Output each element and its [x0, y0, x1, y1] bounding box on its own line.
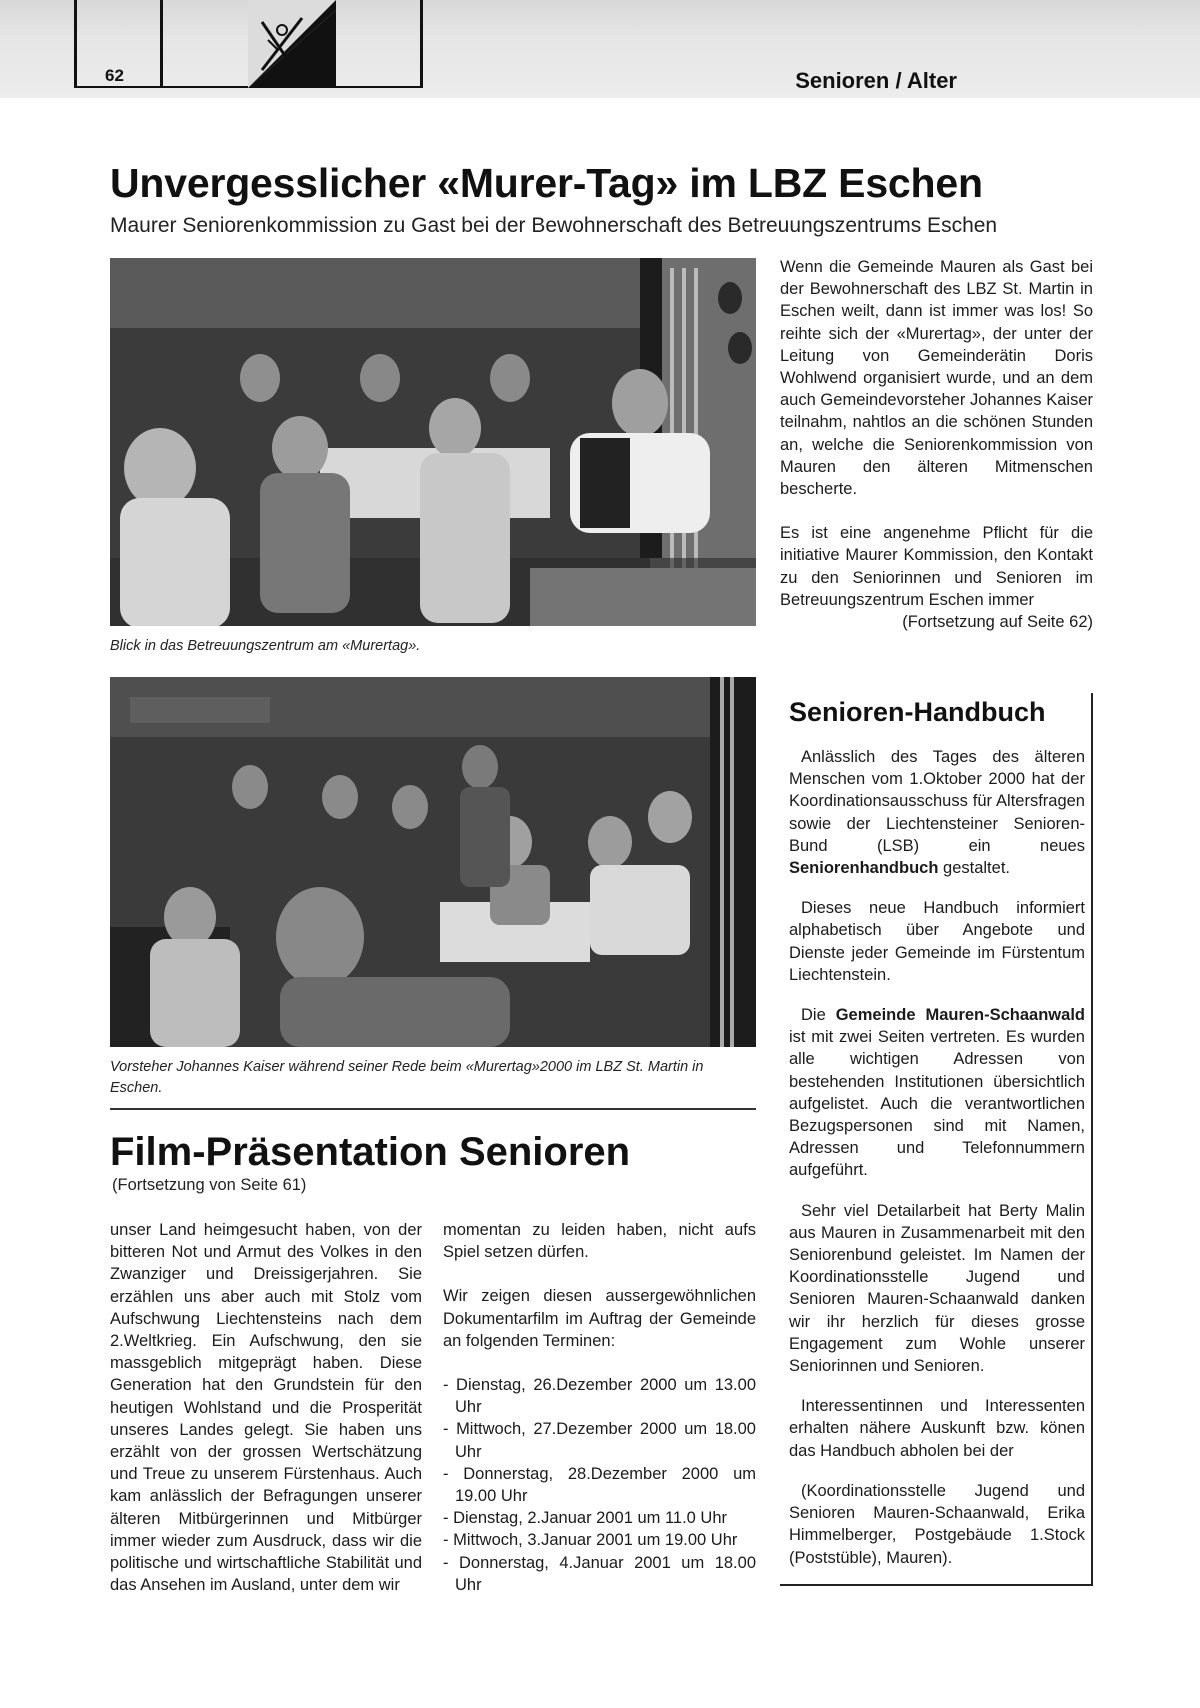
film-title: Film-Präsentation Senioren — [110, 1130, 631, 1174]
article-body — [780, 256, 1093, 633]
sidebar-body — [789, 746, 1085, 1587]
schedule-item: - Mittwoch, 27.Dezember 2000 um 18.00 Uhr — [443, 1420, 756, 1461]
sidebar-paragraph: Dieses neue Handbuch informiert alphabetisch über Angebote und Dienste jeder Gemeinde im Fürstentum Liechtenstein. — [789, 899, 1085, 984]
sidebar-paragraph: Sehr viel Detailarbeit hat Berty Malin aus Mauren in Zusammenarbeit mit den Seniorenbund geleistet. Im Namen der Koordinationsstelle Jugend und Senioren Mauren-Schaanwald danken wir ihr herzlich für dieses grosse Engagement zum Wohle unserer Seniorinnen und Senioren. — [789, 1201, 1085, 1376]
sidebar-bold-text: Seniorenhandbuch — [789, 859, 939, 878]
schedule-item: - Dienstag, 26.Dezember 2000 um 13.00 Uhr — [443, 1376, 756, 1417]
article-title: Unvergesslicher «Murer-Tag» im LBZ Eschen — [110, 160, 983, 206]
sidebar-text: Die — [801, 1006, 826, 1025]
sidebar-text: gestaltet. — [943, 859, 1010, 878]
section-divider — [110, 1108, 756, 1110]
film-column-1 — [110, 1219, 422, 1596]
film-paragraph: Wir zeigen diesen aussergewöhnlichen Dokumentarfilm im Auftrag der Gemeinde an folgenden Terminen: — [443, 1287, 756, 1350]
film-column-2 — [443, 1219, 756, 1596]
film-paragraph: momentan zu leiden haben, nicht aufs Spiel setzen dürfen. — [443, 1221, 756, 1262]
sidebar-title: Senioren-Handbuch — [789, 697, 1046, 727]
article-paragraph: Wenn die Gemeinde Mauren als Gast bei der Bewohnerschaft des LBZ St. Martin in Eschen weilt, dann ist immer was los! So reihte sich der «Murertag», der unter der Leitung von Gemeinderätin Doris Wohlwend organisiert wurde, und an dem auch Gemeindevorsteher Johannes Kaiser teilnahm, nahtlos an die schönen Stunden an, welche die Seniorenkommission von Mauren den älteren Mitmenschen bescherte. — [780, 258, 1093, 499]
schedule-item: - Dienstag, 2.Januar 2001 um 11.0 Uhr — [443, 1509, 728, 1528]
header-band — [0, 0, 1200, 98]
sidebar-paragraph — [789, 1004, 1085, 1182]
screening-schedule — [443, 1374, 756, 1596]
header-divider — [74, 0, 77, 88]
film-paragraph: unser Land heimgesucht haben, von der bitteren Not und Armut des Volkes in den Zwanziger und Dreissigerjahren. Sie erzählen uns aber auch mit Stolz vom Aufschwung Liechtensteins nach dem 2.Weltkrieg. Ein Aufschwung, den sie massgeblich mitgeprägt haben. Diese Generation hat den Grundstein für den heutigen Wohlstand und die Prosperität unseres Landes gelegt. Sie haben uns erzählt von der grossen Wertschätzung und Treue zu unserem Fürstenhaus. Auch kam anlässlich der Befragungen unserer älteren Mitbürgerinnen und Mitbürger immer wieder zum Ausdruck, dass wir die politische und wirtschaftliche Stabilität und das Ansehen im Ausland, unter dem wir — [110, 1221, 422, 1595]
header-divider — [160, 0, 163, 88]
sidebar-text: Anlässlich des Tages des älteren Menschen vom 1.Oktober 2000 hat der Koordinationsausschuss für Altersfragen sowie der Liechtensteiner Senioren- Bund (LSB) ein neues — [789, 748, 1085, 855]
photo-speech — [110, 677, 756, 1047]
section-label: Senioren / Alter — [795, 68, 957, 93]
article-paragraph-text: Es ist eine angenehme Pflicht für die initiative Maurer Kommission, den Kontakt zu den Seniorinnen und Senioren im Betreuungszentrum Eschen immer — [780, 524, 1093, 609]
schedule-item: - Mittwoch, 3.Januar 2001 um 19.00 Uhr — [443, 1531, 738, 1550]
sidebar-paragraph: (Koordinationsstelle Jugend und Senioren Mauren-Schaanwald, Erika Himmelberger, Postgebäude 1.Stock (Poststüble), Mauren). — [789, 1481, 1085, 1567]
schedule-item: - Donnerstag, 28.Dezember 2000 um 19.00 Uhr — [443, 1464, 756, 1506]
article-subtitle: Maurer Seniorenkommission zu Gast bei der Bewohnerschaft des Betreuungszentrums Eschen — [110, 214, 998, 237]
sidebar-paragraph: Interessentinnen und Interessenten erhalten nähere Auskunft bzw. könen das Handbuch abholen bei der — [789, 1397, 1085, 1460]
page-number: 62 — [105, 66, 124, 85]
sidebar-bold-text: Gemeinde Mauren-Schaanwald — [835, 1006, 1085, 1025]
photo-seniors-dining — [110, 258, 756, 626]
crossed-tools-emblem-icon — [248, 0, 336, 88]
sidebar-paragraph — [789, 746, 1085, 879]
sidebar-text: ist mit zwei Seiten vertreten. Es wurden alle wichtigen Adressen von bestehenden Institutionen übersichtlich aufgelistet. Auch die verantwortlichen Bezugspersonen sind mit Namen, Adressen und Telefonnummern aufgeführt. — [789, 1028, 1085, 1180]
film-subtitle: (Fortsetzung von Seite 61) — [112, 1176, 307, 1194]
photo1-caption: Blick in das Betreuungszentrum am «Murertag». — [110, 638, 421, 654]
photo2-caption: Vorsteher Johannes Kaiser während seiner Rede beim «Murertag»2000 im LBZ St. Martin in Eschen. — [110, 1059, 704, 1097]
schedule-item: - Donnerstag, 4.Januar 2001 um 18.00 Uhr — [443, 1553, 756, 1594]
article-paragraph — [780, 522, 1093, 633]
header-divider — [420, 0, 423, 88]
continuation-note: (Fortsetzung auf Seite 62) — [902, 613, 1093, 632]
